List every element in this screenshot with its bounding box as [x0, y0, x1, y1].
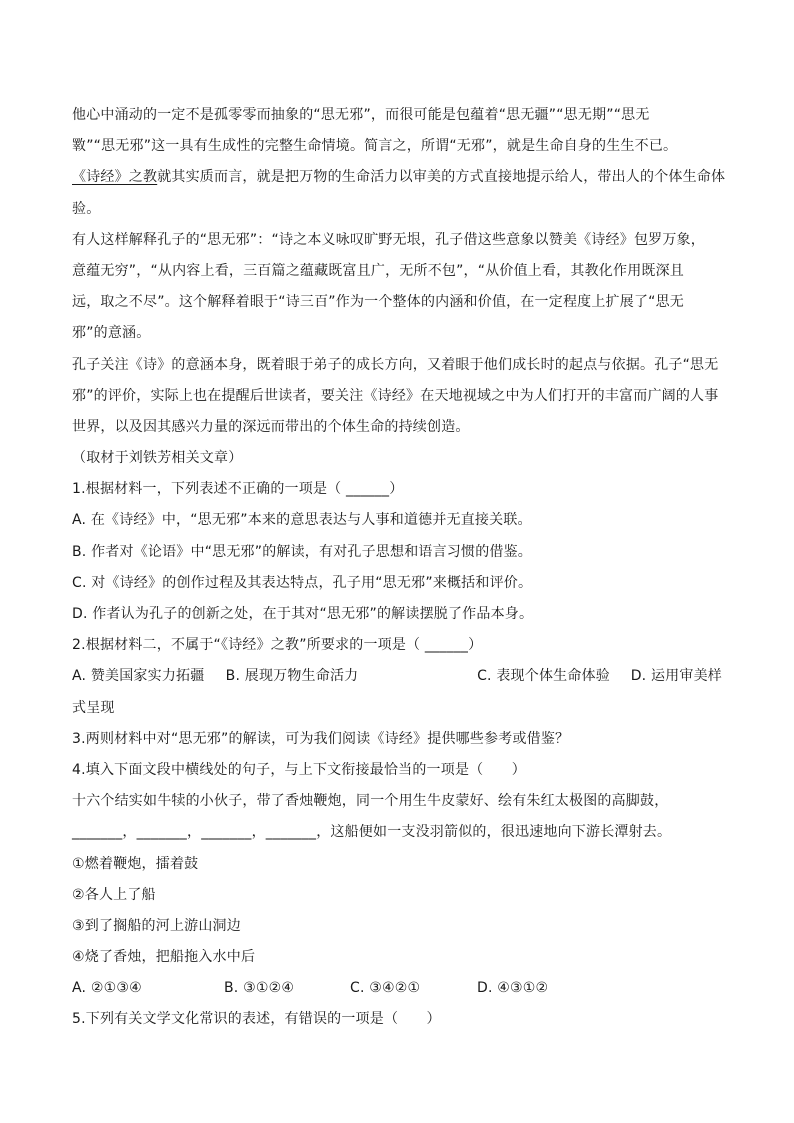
question-4-item: ①燃着鞭炮，擂着鼓 [72, 855, 199, 872]
question-4-option-a: A. ②①③④ [72, 980, 142, 997]
passage-line: 远，取之不尽”。这个解释着眼于“诗三百”作为一个整体的内涵和价值，在一定程度上扩展了“思无 [72, 294, 685, 311]
question-3-stem: 3.两则材料中对“思无邪”的解读，可为我们阅读《诗经》提供哪些参考或借鉴？ [72, 730, 570, 747]
question-1-option-c: C. 对《诗经》的创作过程及其表达特点，孔子用“思无邪”来概括和评价。 [72, 574, 533, 591]
question-2-options [72, 661, 722, 692]
passage-line: 世界，以及因其感兴力量的深远而带出的个体生命的持续创造。 [72, 418, 470, 435]
question-4-options [72, 973, 722, 1004]
question-4-option-b: B. ③①②④ [224, 980, 295, 997]
passage-line: 斁”“思无邪”这一具有生成性的完整生命情境。简言之，所谓“无邪”，就是生命自身的生生不已。 [72, 138, 678, 155]
passage-line: 邪”的意涵。 [72, 325, 151, 342]
passage-line: 有人这样解释孔子的“思无邪”：“诗之本义咏叹旷野无垠，孔子借这些意象以赞美《诗经》包罗万象， [72, 231, 705, 248]
source-note: （取材于刘铁芳相关文章） [72, 450, 243, 467]
question-4-item: ④烧了香烛，把船拖入水中后 [72, 949, 256, 966]
question-2-option-d: D. 运用审美样 [630, 668, 722, 685]
question-2-option-d-continued: 式呈现 [72, 699, 115, 716]
question-4-text-line: 十六个结实如牛犊的小伙子，带了香烛鞭炮，同一个用生牛皮蒙好、绘有朱红太极图的高脚鼓， [72, 793, 669, 810]
question-1-stem: 1.根据材料一，下列表述不正确的一项是（ ______） [72, 481, 404, 498]
question-5-stem: 5.下列有关文学文化常识的表述，有错误的一项是（ ） [72, 1011, 441, 1028]
shijing-teaching-term: 《诗经》之教 [72, 169, 158, 186]
question-4-option-c: C. ③④②① [350, 980, 421, 997]
question-2-stem: 2.根据材料二，不属于“《诗经》之教”所要求的一项是（ ______） [72, 637, 483, 654]
question-4-item: ②各人上了船 [72, 886, 156, 903]
question-2-option-b: B. 展现万物生命活力 [225, 668, 359, 685]
question-1-option-a: A. 在《诗经》中，“思无邪”本来的意思表达与人事和道德并无直接关联。 [72, 512, 532, 529]
passage-line-text: 就其实质而言，就是把万物的生命活力以审美的方式直接地提示给人，带出人的个体生命体 [157, 169, 726, 186]
question-1-option-b: B. 作者对《论语》中“思无邪”的解读，有对孔子思想和语言习惯的借鉴。 [72, 543, 533, 560]
question-4-stem: 4.填入下面文段中横线处的句子，与上下文衔接最恰当的一项是（ ） [72, 761, 526, 778]
passage-line: 孔子关注《诗》的意涵本身，既着眼于弟子的成长方向，又着眼于他们成长时的起点与依据。孔子“思无 [72, 356, 719, 373]
question-4-option-d: D. ④③①② [477, 980, 549, 997]
passage-line: 他心中涌动的一定不是孤零零而抽象的“思无邪”，而很可能是包蕴着“思无疆”“思无期”“思无 [72, 107, 650, 123]
question-2-option-c: C. 表现个体生命体验 [477, 668, 610, 685]
question-1-option-d: D. 作者认为孔子的创新之处，在于其对“思无邪”的解读摆脱了作品本身。 [72, 606, 534, 622]
question-4-text-line: _______，_______，_______，_______，这船便如一支没羽箭似的，很迅速地向下游长潭射去。 [72, 824, 672, 841]
passage-line: 验。 [72, 200, 101, 217]
passage-line [72, 162, 726, 193]
passage-line: 意蕴无穷”，“从内容上看，三百篇之蕴藏既富且广，无所不包”，“从价值上看，其教化作用既深且 [72, 262, 685, 279]
question-4-item: ③到了搁船的河上游山洞边 [72, 917, 241, 934]
question-2-option-a: A. 赞美国家实力拓疆 [72, 668, 205, 685]
passage-line: 邪”的评价，实际上也在提醒后世读者，要关注《诗经》在天地视域之中为人们打开的丰富而广阔的人事 [72, 387, 719, 404]
page-content [72, 100, 726, 1036]
